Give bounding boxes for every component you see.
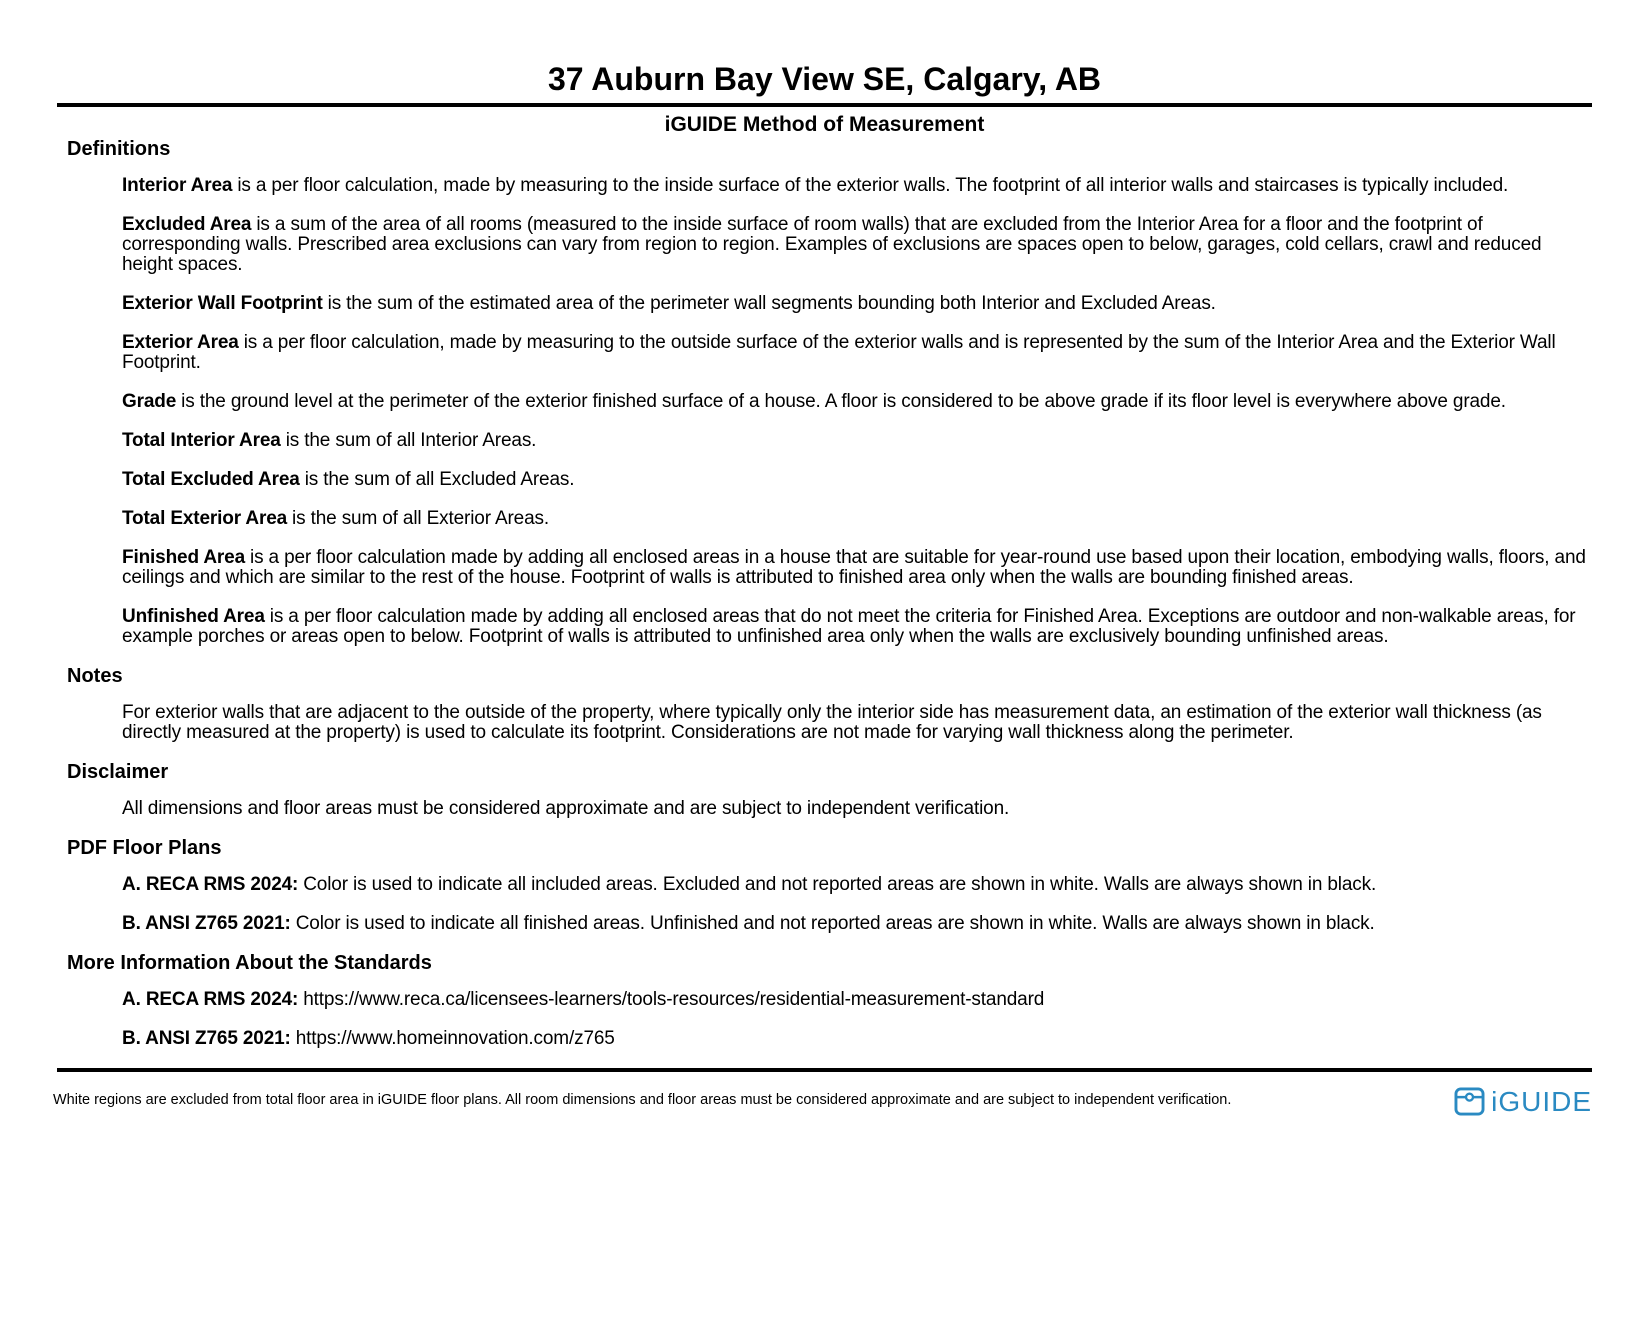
definition-term: Grade (122, 391, 177, 412)
definition-text: is the sum of all Exterior Areas. (292, 508, 549, 529)
standard-label: B. ANSI Z765 2021: (122, 913, 291, 934)
footer-rule (57, 1068, 1592, 1072)
definition-item (122, 215, 1588, 275)
definition-text: is a per floor calculation, made by measuring to the inside surface of the exterior walls. The footprint of all interior walls and staircases is typically included. (237, 175, 1509, 196)
pdf-floor-plan-item (122, 914, 1588, 934)
definition-term: Exterior Area (122, 332, 239, 353)
definition-item (122, 470, 1588, 490)
definition-term: Unfinished Area (122, 606, 265, 627)
page-footer (53, 1085, 1592, 1117)
definition-text: is the sum of all Excluded Areas. (304, 469, 575, 490)
definition-text: is the ground level at the perimeter of the exterior finished surface of a house. A floor is considered to be above grade if its floor level is everywhere above grade. (181, 391, 1506, 412)
definition-text: is a per floor calculation made by adding all enclosed areas that do not meet the criteria for Finished Area. Exceptions are outdoor and non-walkable areas, for example porches or areas open to below. Footprint of walls is attributed to unfinished area only when the walls are exclusively bounding unfinished areas. (122, 606, 1576, 647)
standard-description: Color is used to indicate all included areas. Excluded and not reported areas are shown in white. Walls are always shown in black. (303, 874, 1377, 895)
iguide-logo (1454, 1085, 1592, 1116)
standard-link-item (122, 1029, 1588, 1049)
section-heading-disclaimer: Disclaimer (67, 761, 169, 783)
definition-item (122, 509, 1588, 529)
definition-term: Total Exterior Area (122, 508, 288, 529)
definition-item (122, 333, 1588, 373)
definition-item (122, 431, 1588, 451)
definition-term: Total Excluded Area (122, 469, 300, 490)
page-subtitle: iGUIDE Method of Measurement (664, 113, 985, 136)
definition-item (122, 548, 1588, 588)
section-heading-notes: Notes (67, 665, 123, 687)
section-heading-definitions: Definitions (67, 138, 171, 160)
definition-item (122, 607, 1588, 647)
camera-icon (1454, 1087, 1485, 1116)
definition-term: Finished Area (122, 547, 245, 568)
definition-text: is the sum of all Interior Areas. (285, 430, 537, 451)
definition-text: is a sum of the area of all rooms (measured to the inside surface of room walls) that are excluded from the Interior Area for a floor and the footprint of corresponding walls. Prescribed area exclusions can vary from region to region. Examples of exclusions are spaces open to below, garages, cold cellars, crawl and reduced height spaces. (122, 214, 1542, 275)
definition-text: is a per floor calculation, made by measuring to the outside surface of the exterior walls and is represented by the sum of the Interior Area and the Exterior Wall Footprint. (122, 332, 1556, 373)
definition-text: is the sum of the estimated area of the perimeter wall segments bounding both Interior and Excluded Areas. (327, 293, 1216, 314)
definition-term: Exterior Wall Footprint (122, 293, 323, 314)
iguide-logo-text: iGUIDE (1491, 1085, 1592, 1117)
pdf-floor-plan-item (122, 875, 1588, 895)
standard-link-label: B. ANSI Z765 2021: (122, 1028, 291, 1049)
disclaimer-paragraph: All dimensions and floor areas must be considered approximate and are subject to independent verification. (122, 798, 1010, 819)
section-heading-pdf-floor-plans: PDF Floor Plans (67, 837, 222, 859)
standard-description: Color is used to indicate all finished areas. Unfinished and not reported areas are shown in white. Walls are always shown in black. (295, 913, 1375, 934)
standard-link-url[interactable]: https://www.homeinnovation.com/z765 (295, 1028, 615, 1049)
page-title: 37 Auburn Bay View SE, Calgary, AB (547, 61, 1102, 97)
definition-item (122, 392, 1588, 412)
section-heading-more-information: More Information About the Standards (67, 952, 432, 974)
definition-term: Total Interior Area (122, 430, 281, 451)
definition-term: Interior Area (122, 175, 233, 196)
standard-link-url[interactable]: https://www.reca.ca/licensees-learners/tools-resources/residential-measurement-standard (303, 989, 1045, 1010)
definition-item (122, 176, 1588, 196)
document-page (0, 62, 1650, 1116)
footer-note: White regions are excluded from total floor area in iGUIDE floor plans. All room dimensions and floor areas must be considered approximate and are subject to independent verification. (53, 1092, 1232, 1108)
header-rule (57, 103, 1592, 107)
notes-paragraph: For exterior walls that are adjacent to the outside of the property, where typically only the interior side has measurement data, an estimation of the exterior wall thickness (as directly measured at the property) is used to calculate its footprint. Considerations are not made for varying wall thickness along the perimeter. (122, 702, 1542, 743)
definition-term: Excluded Area (122, 214, 252, 235)
standard-link-item (122, 990, 1588, 1010)
standard-label: A. RECA RMS 2024: (122, 874, 299, 895)
definition-item (122, 294, 1588, 314)
standard-link-label: A. RECA RMS 2024: (122, 989, 299, 1010)
definition-text: is a per floor calculation made by adding all enclosed areas in a house that are suitable for year-round use based upon their location, embodying walls, floors, and ceilings and which are similar to the rest of the house. Footprint of walls is attributed to finished area only when the walls are bounding finished areas. (122, 547, 1586, 588)
